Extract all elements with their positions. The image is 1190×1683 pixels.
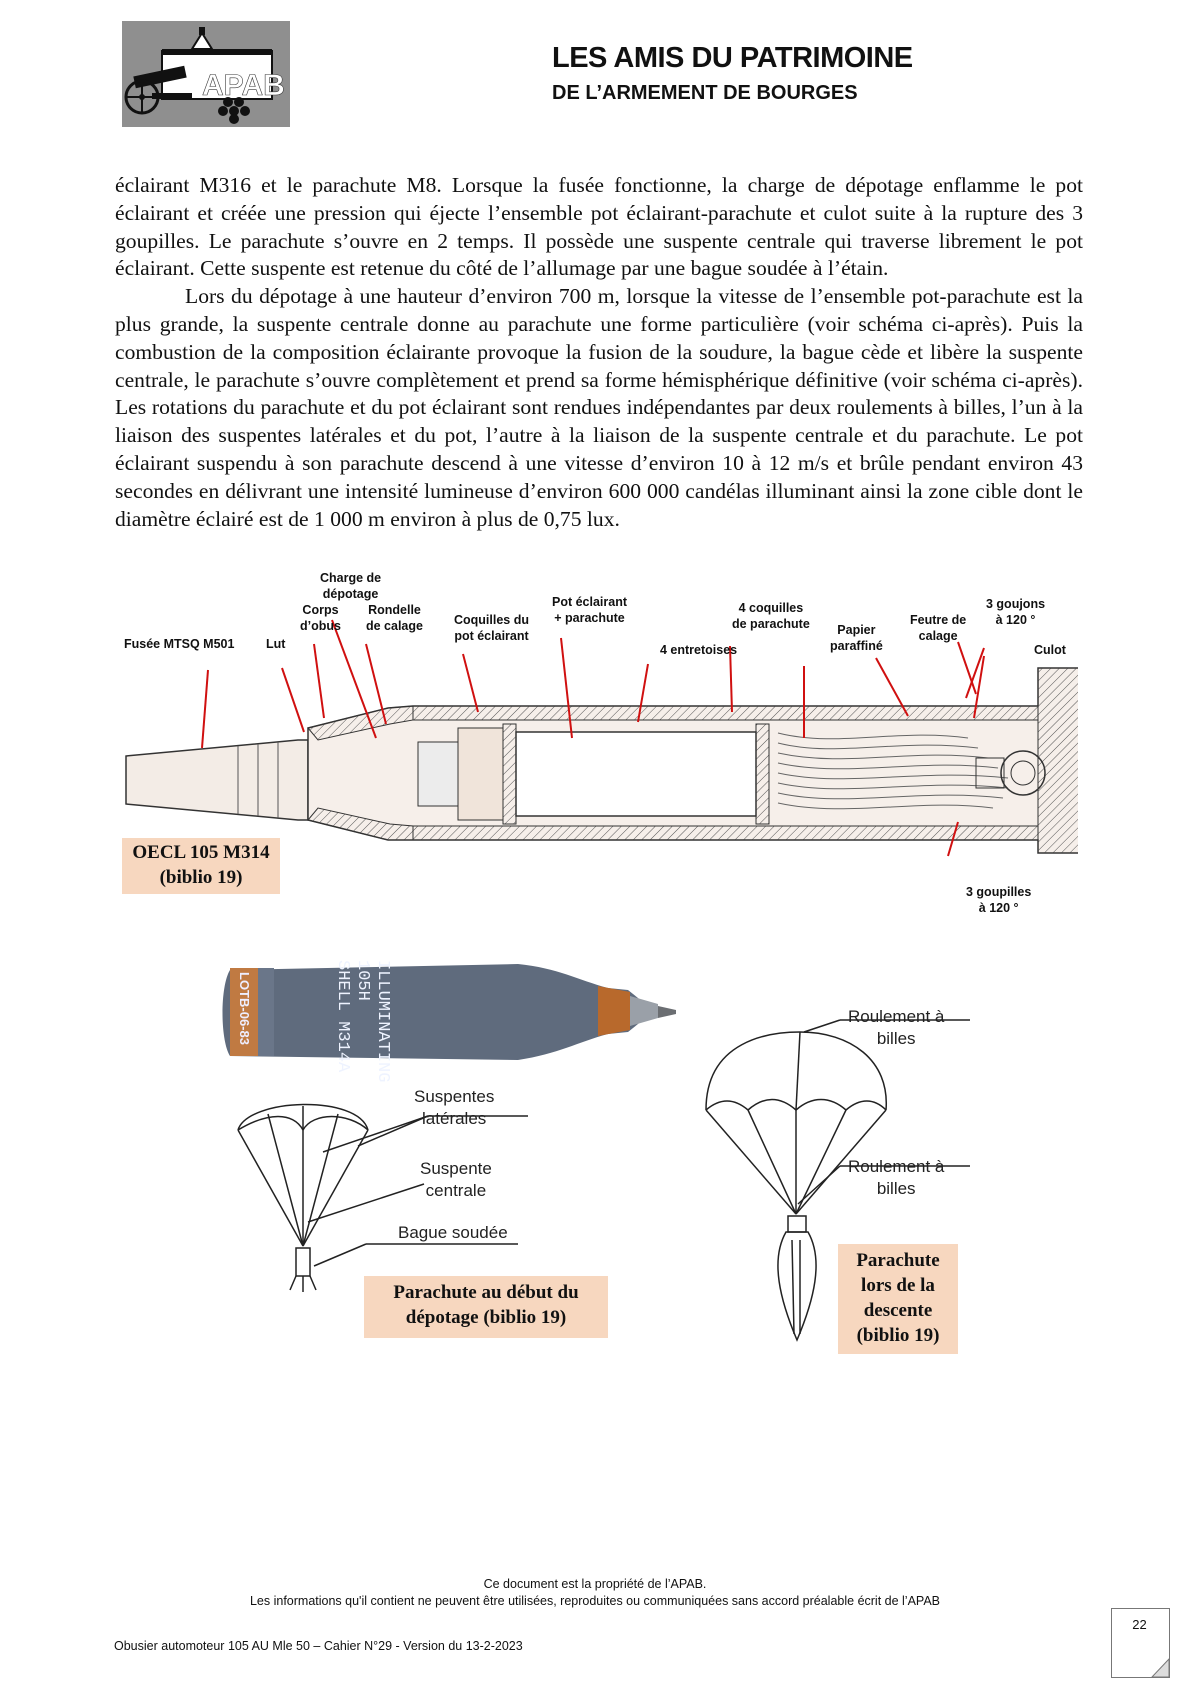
shell-cross-section-diagram [118,571,1078,920]
label-papier: Papier paraffiné [830,623,883,653]
paragraph: éclairant M316 et le parachute M8. Lorsque la fusée fonctionne, la charge de dépotage enflamme le pot éclairant et créée une pression qui éjecte l’ensemble pot éclairant-parachute et culot suite à la rupture des 3 goupilles. Le parachute s’ouvre en 2 temps. Il possède une suspente centrale qui traverse librement le pot éclairant. Cette suspente est retenue du côté de l’allumage par une bague soudée à l’étain. [115,173,1083,281]
label-bague-soudee: Bague soudée [398,1223,508,1242]
footer-notice: Les informations qu'il contient ne peuvent être utilisées, reproduites ou communiquées sans accord préalable écrit de l’APAB [249,1594,941,1608]
label-entretoises: 4 entretoises [660,643,738,657]
label-corps-obus: Corps d’obus [300,603,341,633]
label-roulement-billes-bas: Roulement à billes [848,1157,945,1198]
label-coquilles-parachute: 4 coquilles de parachute [732,601,810,631]
shell-marking-line: SHELL M314A [333,960,352,1073]
shell-markings [332,960,392,1083]
label-feutre: Feutre de calage [910,613,967,643]
label-goujons: 3 goujons à 120 ° [986,597,1046,627]
footer-document-ref: Obusier automoteur 105 AU Mle 50 – Cahier N°29 - Version du 13-2-2023 [114,1639,523,1653]
label-rondelle-calage: Rondelle de calage [366,603,423,633]
footer-ownership: Ce document est la propriété de l’APAB. [483,1577,707,1591]
page-number: 22 [1132,1617,1147,1632]
shell-photo [218,960,698,1083]
shell-marking-line: ILLUMINATING [373,960,392,1083]
label-charge-depotage: Charge de dépotage [320,571,382,601]
label-fusee: Fusée MTSQ M501 [124,637,235,651]
shell-marking-line: 105H [353,960,372,1001]
label-suspente-centrale: Suspente centrale [420,1159,492,1200]
label-lut: Lut [266,637,286,651]
header-title: LES AMIS DU PATRIMOINE [552,42,913,74]
header-subtitle: DE L’ARMEMENT DE BOURGES [552,82,858,104]
logo-lettering: APAB [202,69,285,102]
body-text [115,172,1083,533]
apab-logo [122,21,290,127]
label-pot-parachute: Pot éclairant + parachute [552,595,628,625]
label-suspentes-laterales: Suspentes latérales [414,1087,495,1128]
shell-photo-drawing [218,960,698,1083]
diagram-caption: OECL 105 M314 (biblio 19) [122,838,280,894]
caption-parachute-descente: Parachute lors de la descente (biblio 19) [838,1244,958,1354]
label-goupilles: 3 goupilles à 120 ° [966,885,1032,915]
label-roulement-billes-haut: Roulement à billes [848,1007,945,1048]
shell-lot-marking: LOTB-06-83 [237,972,252,1045]
paragraph: Lors du dépotage à une hauteur d’environ 700 m, lorsque la vitesse de l’ensemble pot-parachute est la plus grande, la suspente centrale donne au parachute une forme particulière (voir schéma ci-après). Puis la combustion de la composition éclairante provoque la fusion de la soudure, la bague cède et libère la suspente centrale, le parachute s’ouvre complètement et prend sa forme hémisphérique définitive (voir schéma ci-après). Les rotations du parachute et du pot éclairant sont rendues indépendantes par deux roulements à billes, l’un à la liaison des suspentes latérales et du pot, l’autre à la liaison de la suspente centrale et du parachute. Le pot éclairant suspendu à son parachute descend à une vitesse d’environ 10 à 12 m/s et brûle pendant environ 43 secondes en délivrant une intensité lumineuse d’environ 600 000 candélas illuminant ainsi la zone cible dont le diamètre éclairé est de 1 000 m environ à plus de 0,75 lux. [115,284,1083,531]
caption-parachute-depotage: Parachute au début du dépotage (biblio 19) [364,1276,608,1338]
cannon-building-icon [122,21,290,127]
label-coquilles-pot: Coquilles du pot éclairant [454,613,529,643]
label-culot: Culot [1034,643,1066,657]
